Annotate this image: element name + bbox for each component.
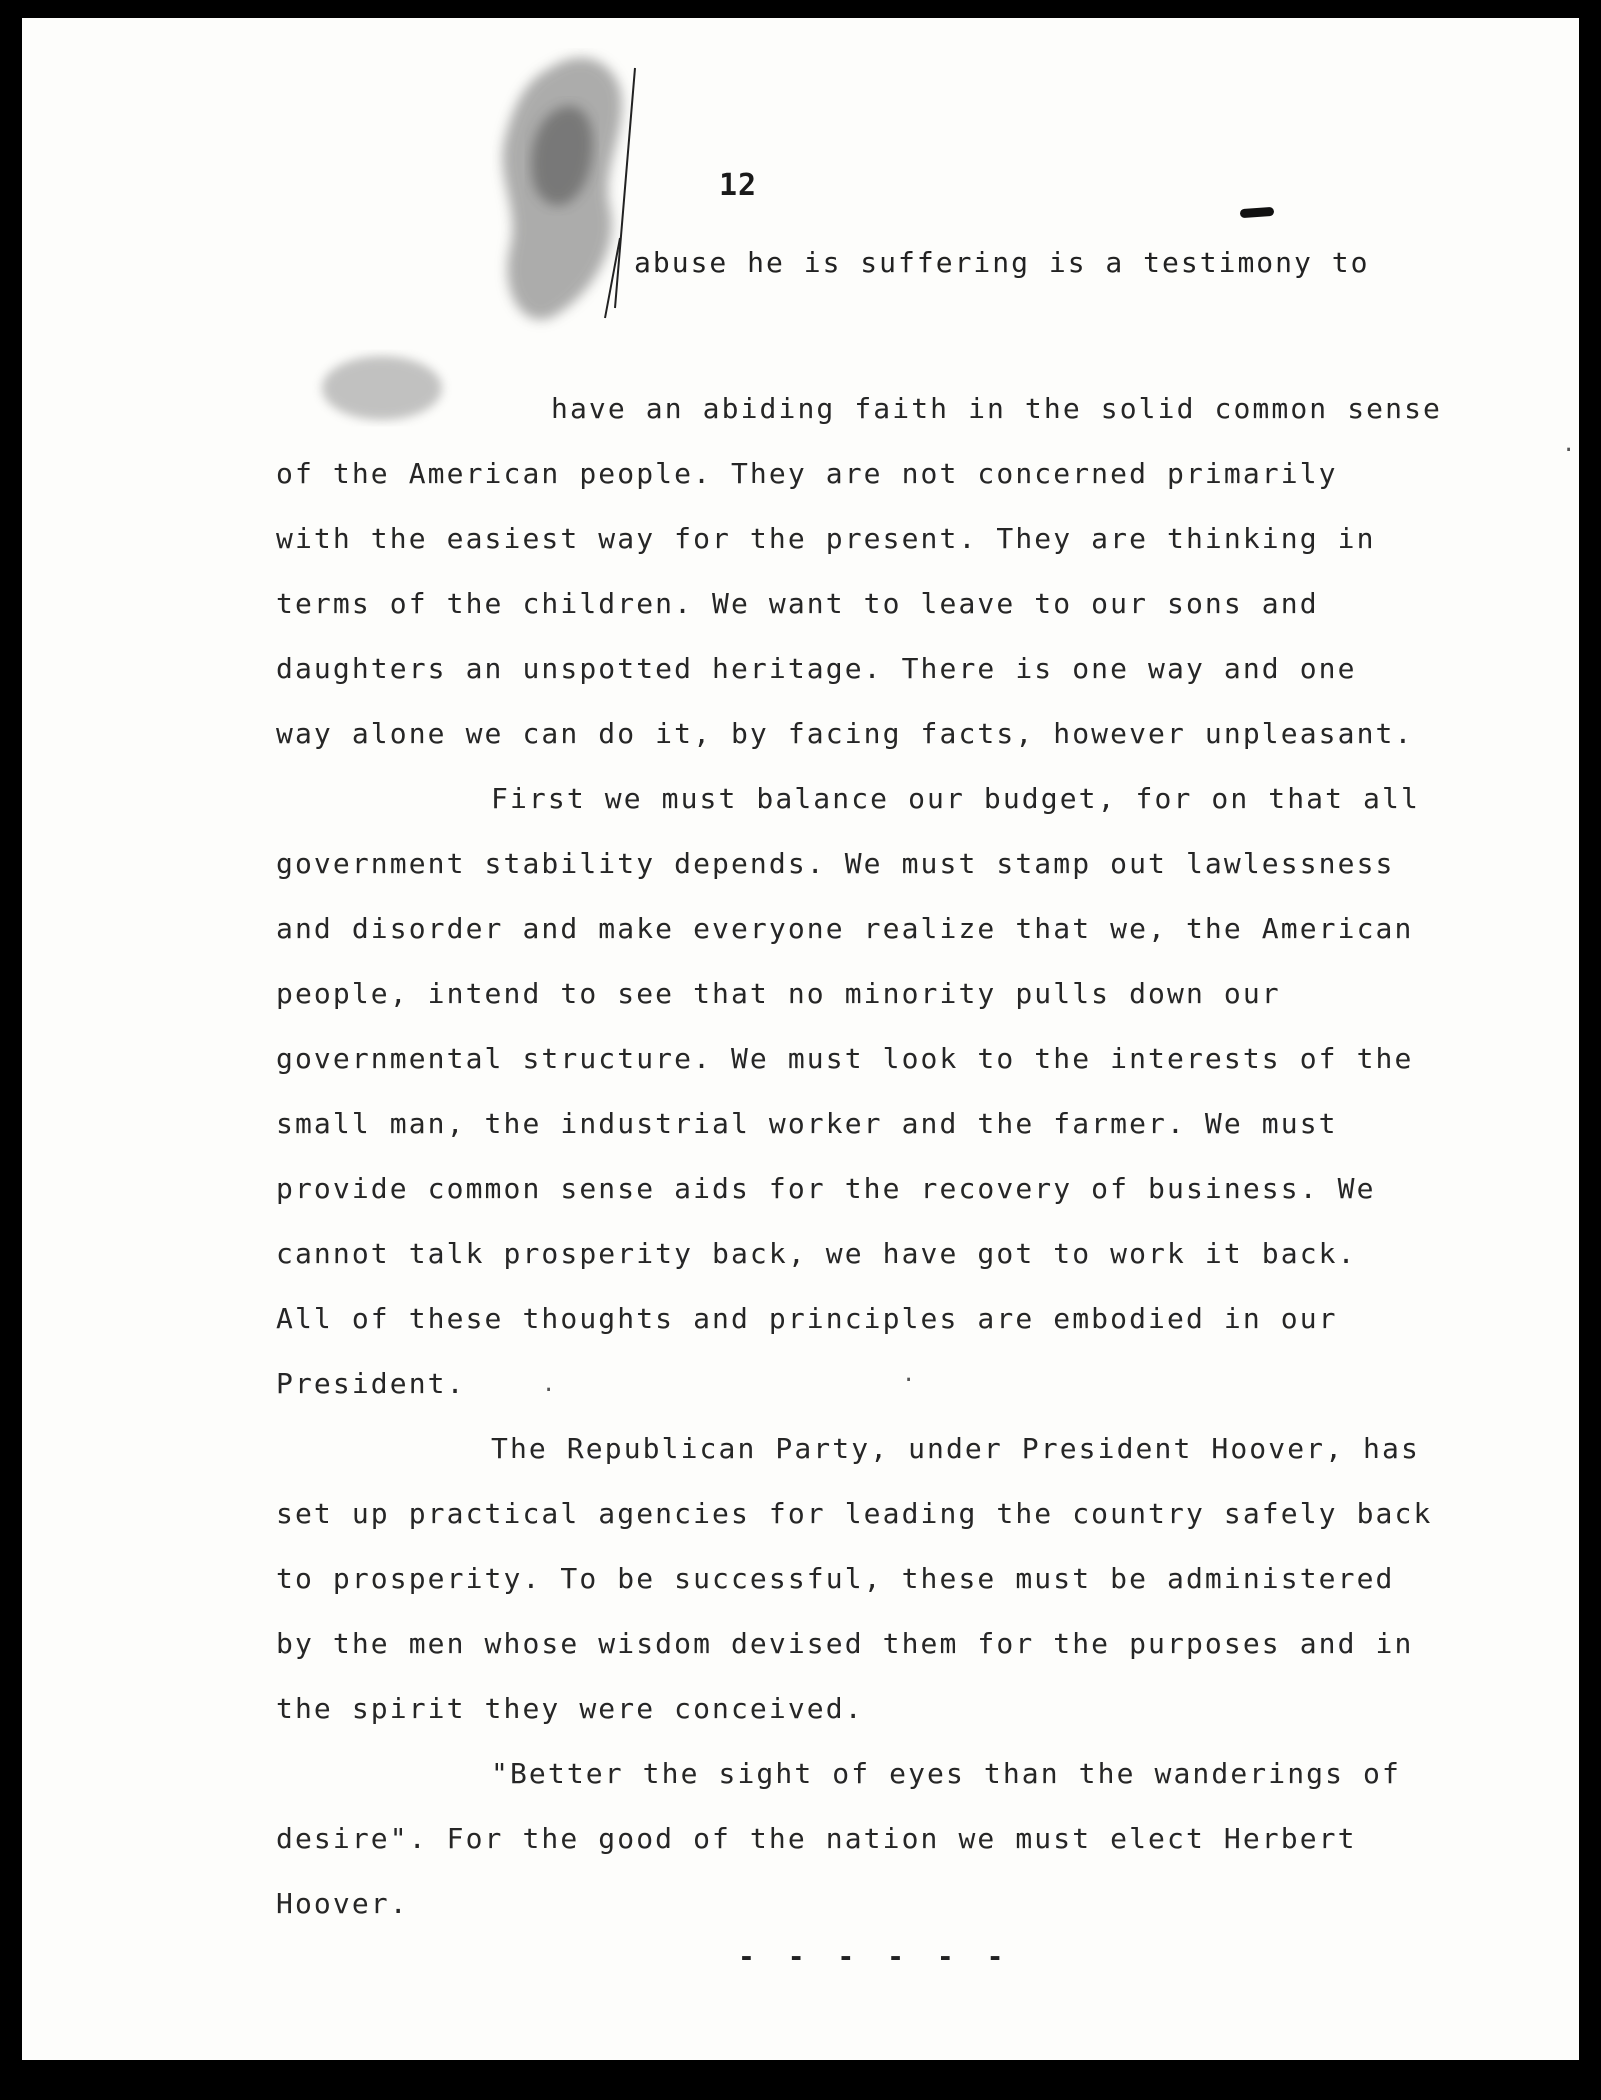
text-line: set up practical agencies for leading the country safely back	[276, 1497, 1433, 1530]
margin-speck: ·	[902, 1368, 916, 1393]
body-text	[276, 376, 1506, 1936]
page-number: 12	[719, 168, 758, 203]
text-line: provide common sense aids for the recovery of business. We	[276, 1172, 1376, 1205]
first-text-line: abuse he is suffering is a testimony to	[634, 246, 1370, 279]
margin-speck: ·	[542, 1378, 556, 1403]
end-mark: - - - - - -	[738, 1940, 1012, 1973]
ink-smudge-top	[490, 48, 690, 348]
text-line: daughters an unspotted heritage. There is one way and one	[276, 652, 1357, 685]
text-line: have an abiding faith in the solid common sense	[551, 392, 1442, 425]
text-line: with the easiest way for the present. They are thinking in	[276, 522, 1376, 555]
text-line: desire". For the good of the nation we must elect Herbert	[276, 1822, 1357, 1855]
text-line: governmental structure. We must look to the interests of the	[276, 1042, 1414, 1075]
text-line: and disorder and make everyone realize that we, the American	[276, 912, 1414, 945]
text-line: The Republican Party, under President Hoover, has	[491, 1432, 1420, 1465]
text-line: terms of the children. We want to leave to our sons and	[276, 587, 1319, 620]
text-line: "Better the sight of eyes than the wanderings of	[491, 1757, 1401, 1790]
text-line: the spirit they were conceived.	[276, 1692, 864, 1725]
text-line: Hoover.	[276, 1887, 409, 1920]
pen-mark	[1240, 207, 1275, 218]
text-line: First we must balance our budget, for on that all	[491, 782, 1420, 815]
text-line: government stability depends. We must stamp out lawlessness	[276, 847, 1395, 880]
text-line: way alone we can do it, by facing facts, however unpleasant.	[276, 717, 1414, 750]
text-line: President.	[276, 1367, 466, 1400]
text-line: of the American people. They are not concerned primarily	[276, 457, 1338, 490]
text-line: cannot talk prosperity back, we have got to work it back.	[276, 1237, 1357, 1270]
text-line: people, intend to see that no minority pulls down our	[276, 977, 1281, 1010]
text-line: by the men whose wisdom devised them for the purposes and in	[276, 1627, 1414, 1660]
text-line: small man, the industrial worker and the farmer. We must	[276, 1107, 1338, 1140]
document-page	[22, 18, 1579, 2060]
text-line: All of these thoughts and principles are embodied in our	[276, 1302, 1338, 1335]
text-line: to prosperity. To be successful, these must be administered	[276, 1562, 1395, 1595]
margin-speck: ·	[1562, 438, 1576, 463]
